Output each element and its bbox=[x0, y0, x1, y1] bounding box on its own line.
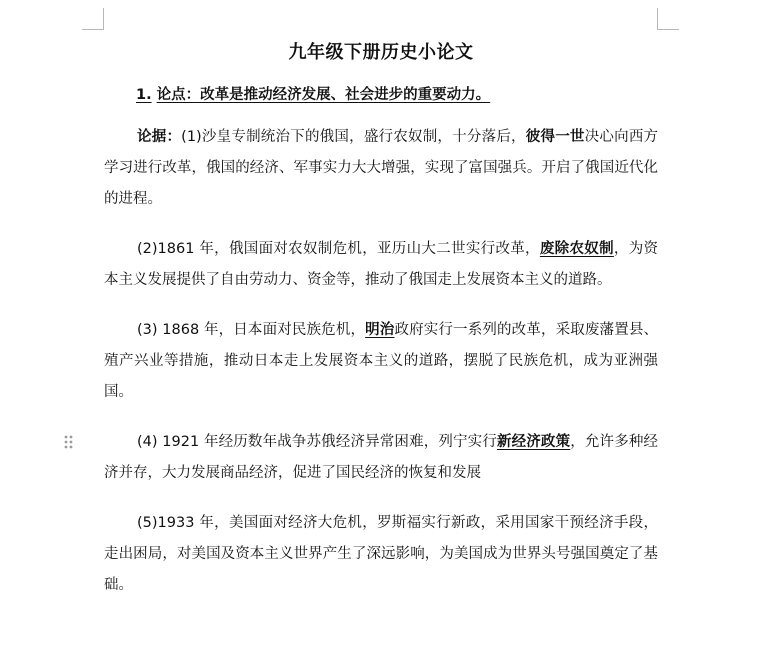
paragraph-4-keyword: 新经济政策 bbox=[496, 434, 571, 450]
page-corner-mark-top-right bbox=[657, 8, 679, 30]
paragraph-5-text: (5)1933 年，美国面对经济大危机，罗斯福实行新政，采用国家干预经济手段，走出困局，对美国及资本主义世界产生了深远影响，为美国成为世界头号强国奠定了基础。 bbox=[104, 515, 658, 593]
paragraph-4-text-a: (4) 1921 年经历数年战争苏俄经济异常困难，列宁实行 bbox=[137, 434, 497, 450]
paragraph-3 bbox=[104, 315, 658, 408]
paragraph-1-keyword: 彼得一世 bbox=[525, 129, 585, 145]
page-corner-mark-top-left bbox=[82, 8, 104, 30]
paragraph-1 bbox=[104, 122, 658, 215]
drag-handle-icon[interactable] bbox=[63, 434, 75, 450]
paragraph-2-keyword: 废除农奴制 bbox=[539, 241, 614, 257]
evidence-label: 论据： bbox=[137, 129, 182, 145]
paragraph-4 bbox=[104, 427, 658, 489]
paragraph-4-text-b: ，允许多种经济并存，大力发展商品经济，促进了国民经济的恢复和发展 bbox=[104, 434, 659, 481]
paragraph-3-text-a: (3) 1868 年，日本面对民族危机， bbox=[137, 322, 366, 338]
document-title: 九年级下册历史小论文 bbox=[288, 42, 474, 63]
paragraph-3-keyword: 明治 bbox=[365, 322, 395, 338]
paragraph-1-text-b: 决心向西方学习进行改革，俄国的经济、军事实力大大增强，实现了富国强兵。开启了俄国近代化的进程。 bbox=[104, 129, 659, 207]
thesis-number: 1. bbox=[136, 87, 152, 103]
paragraph-1-text-a: (1)沙皇专制统治下的俄国，盛行农奴制，十分落后， bbox=[181, 129, 526, 145]
paragraph-2-text-b: ，为资本主义发展提供了自由劳动力、资金等，推动了俄国走上发展资本主义的道路。 bbox=[104, 241, 658, 288]
paragraph-2-text-a: (2)1861 年，俄国面对农奴制危机，亚历山大二世实行改革， bbox=[137, 241, 540, 257]
thesis-line bbox=[104, 85, 658, 105]
document-body[interactable] bbox=[104, 30, 658, 601]
paragraph-5 bbox=[104, 508, 658, 601]
drag-handle-dots bbox=[63, 434, 75, 450]
thesis-text: 论点：改革是推动经济发展、社会进步的重要动力。 bbox=[156, 87, 491, 103]
paragraph-3-text-b: 政府实行一系列的改革，采取废藩置县、殖产兴业等措施，推动日本走上发展资本主义的道路，摆脱了民族危机，成为亚洲强国。 bbox=[104, 322, 659, 400]
paragraph-2 bbox=[104, 234, 658, 296]
